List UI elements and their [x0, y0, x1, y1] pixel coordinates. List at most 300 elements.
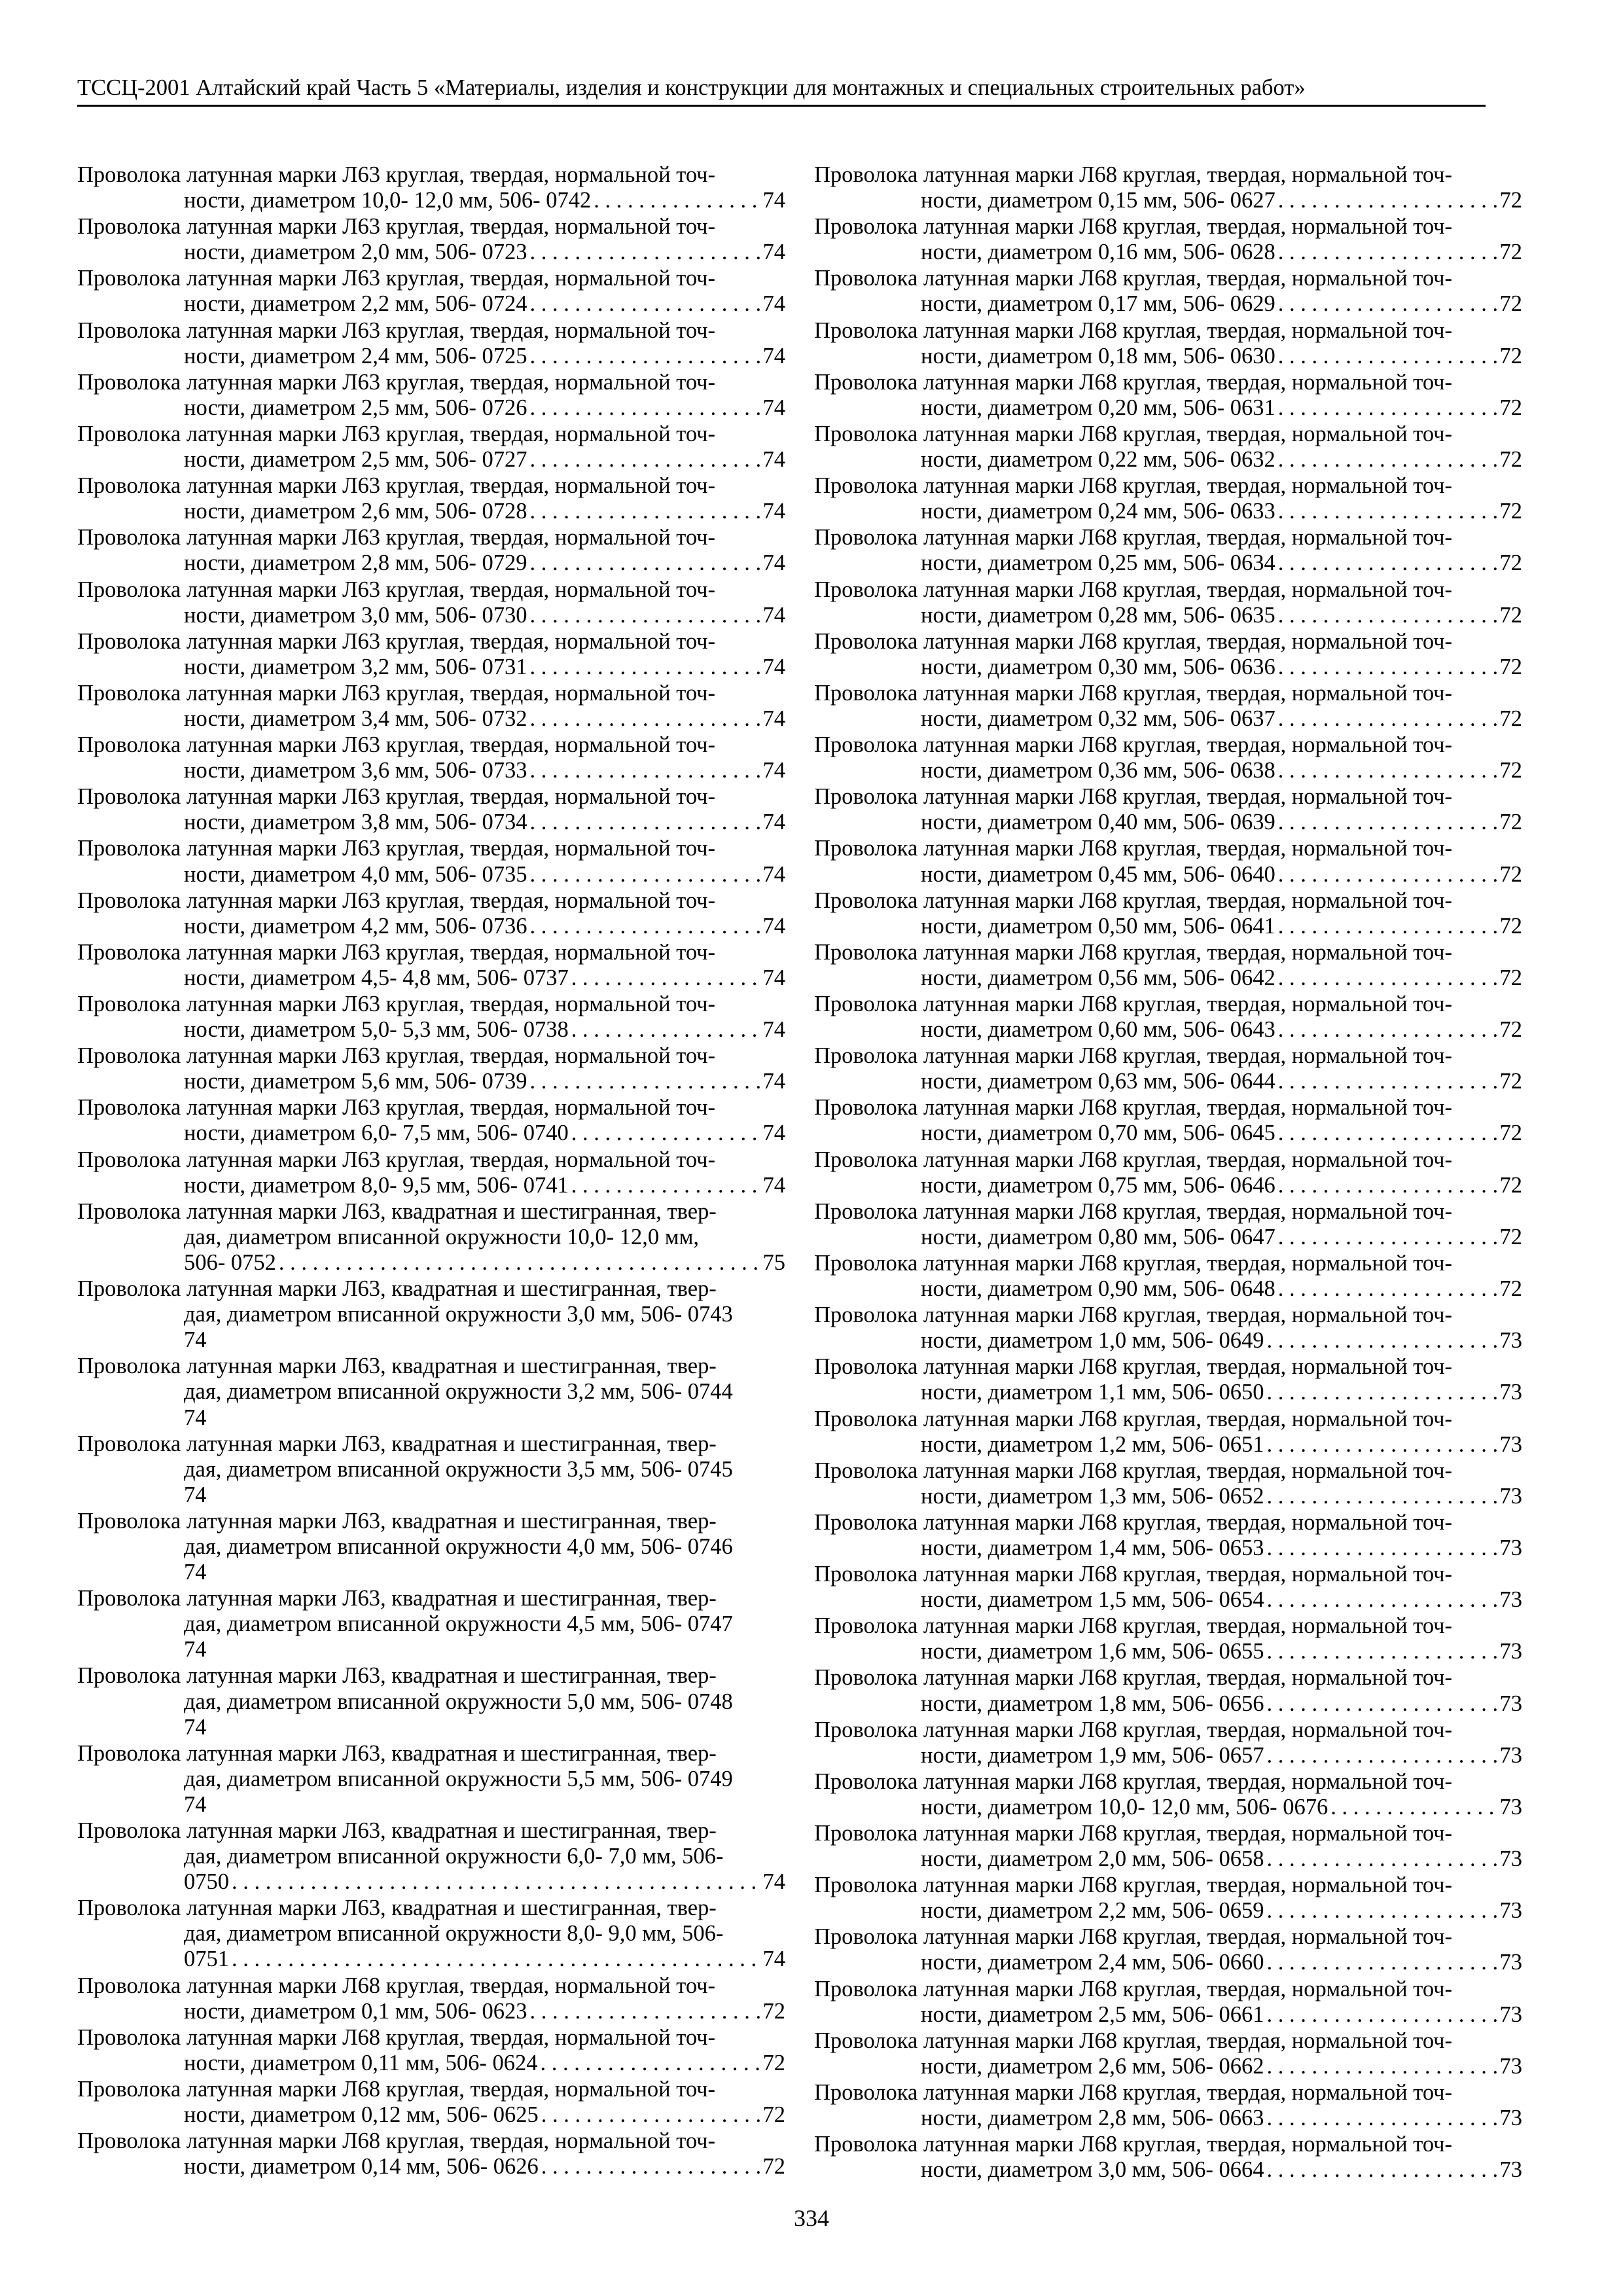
index-entry — [814, 1769, 1522, 1820]
entry-line-2 — [77, 1017, 785, 1043]
dot-leader — [1278, 447, 1497, 473]
index-entry — [814, 1665, 1522, 1716]
index-entry — [77, 1276, 785, 1353]
dot-leader — [1266, 1691, 1497, 1717]
entry-line-2 — [77, 810, 785, 835]
entry-page-ref: 74 — [762, 395, 785, 420]
index-entry — [814, 266, 1522, 317]
entry-page-ref: 72 — [1499, 1276, 1522, 1302]
entry-line-1: Проволока латунная марки Л63 круглая, твердая, нормальной точ- — [77, 732, 716, 758]
entry-page-ref: 74 — [762, 758, 785, 783]
entry-page-ref: 74 — [762, 1946, 785, 1972]
entry-line-2 — [77, 499, 785, 524]
index-entry — [814, 1562, 1522, 1613]
entry-line-1: Проволока латунная марки Л63, квадратная и шестигранная, твер- — [77, 1740, 717, 1766]
entry-text: 506- 0752 — [184, 1249, 276, 1275]
dot-leader — [1278, 1225, 1497, 1250]
entry-line-2: дая, диаметром вписанной окружности 8,0- 9,0 мм, 506- — [184, 1921, 724, 1946]
entry-page-ref: 74 — [762, 1017, 785, 1043]
dot-leader — [1266, 2106, 1497, 2131]
entry-line-1: Проволока латунная марки Л68 круглая, твердая, нормальной точ- — [814, 2132, 1453, 2157]
dot-leader — [232, 1946, 760, 1972]
entry-line-2 — [814, 1017, 1522, 1043]
dot-leader — [571, 1173, 760, 1198]
entry-line-1: Проволока латунная марки Л63, квадратная и шестигранная, твер- — [77, 1354, 717, 1379]
entry-line-1: Проволока латунная марки Л63 круглая, твердая, нормальной точ- — [77, 628, 716, 654]
entry-text: ности, диаметром 0,75 мм, 506- 0646 — [921, 1172, 1275, 1198]
entry-line-2: дая, диаметром вписанной окружности 5,0 мм, 506- 0748 — [184, 1689, 733, 1714]
entry-page-ref: 74 — [762, 1069, 785, 1094]
entry-page-ref: 72 — [1499, 861, 1522, 887]
index-entry — [77, 732, 785, 783]
entry-text: ности, диаметром 0,12 мм, 506- 0625 — [184, 2102, 539, 2128]
entry-text: ности, диаметром 0,56 мм, 506- 0642 — [921, 965, 1275, 990]
index-entry — [814, 1977, 1522, 2028]
index-entry — [814, 1199, 1522, 1250]
entry-line-1: Проволока латунная марки Л68 круглая, твердая, нормальной точ- — [814, 473, 1453, 499]
index-entry — [77, 1895, 785, 1972]
entry-line-1: Проволока латунная марки Л63 круглая, твердая, нормальной точ- — [77, 525, 716, 550]
index-entry — [814, 577, 1522, 628]
entry-line-1: Проволока латунная марки Л63 круглая, твердая, нормальной точ- — [77, 577, 716, 602]
dot-leader — [1278, 240, 1497, 265]
index-entry — [814, 1924, 1522, 1975]
entry-text: ности, диаметром 0,63 мм, 506- 0644 — [921, 1069, 1275, 1094]
entry-line-2: дая, диаметром вписанной окружности 3,2 мм, 506- 0744 — [184, 1379, 733, 1405]
entry-page-ref: 72 — [762, 2154, 785, 2179]
entry-line-1: Проволока латунная марки Л63 круглая, твердая, нормальной точ- — [77, 680, 716, 706]
index-entry — [77, 1741, 785, 1818]
dot-leader — [529, 499, 760, 524]
dot-leader — [1330, 1795, 1497, 1820]
entry-text: ности, диаметром 2,8 мм, 506- 0663 — [921, 2106, 1264, 2131]
entry-page-ref: 74 — [184, 1405, 207, 1430]
entry-text: ности, диаметром 0,32 мм, 506- 0637 — [921, 706, 1275, 731]
entry-line-2 — [814, 2002, 1522, 2028]
entry-line-3 — [77, 1405, 785, 1431]
index-entry — [814, 422, 1522, 473]
index-entry — [77, 1586, 785, 1662]
entry-line-2 — [77, 2102, 785, 2128]
dot-leader — [1266, 1846, 1497, 1872]
entry-page-ref: 74 — [762, 965, 785, 990]
dot-leader — [1266, 1380, 1497, 1405]
entry-page-ref: 73 — [1499, 2053, 1522, 2079]
entry-line-1: Проволока латунная марки Л63 круглая, твердая, нормальной точ- — [77, 784, 716, 810]
entry-line-2: дая, диаметром вписанной окружности 10,0- 12,0 мм, — [184, 1224, 700, 1249]
index-entry — [814, 836, 1522, 887]
entry-line-2 — [814, 1535, 1522, 1561]
entry-page-ref: 72 — [1499, 706, 1522, 731]
entry-page-ref: 74 — [184, 1482, 207, 1507]
index-entry — [77, 1199, 785, 1276]
entry-page-ref: 74 — [184, 1791, 207, 1817]
dot-leader — [232, 1869, 760, 1895]
index-entry — [814, 888, 1522, 939]
entry-text: ности, диаметром 1,2 мм, 506- 0651 — [921, 1431, 1264, 1457]
entry-line-1: Проволока латунная марки Л63, квадратная и шестигранная, твер- — [77, 1663, 717, 1689]
index-entry — [814, 992, 1522, 1043]
index-entry — [77, 2025, 785, 2076]
entry-text: ности, диаметром 1,8 мм, 506- 0656 — [921, 1691, 1264, 1716]
entry-line-1: Проволока латунная марки Л63 круглая, твердая, нормальной точ- — [77, 1095, 716, 1121]
index-entry — [814, 1717, 1522, 1768]
entry-line-1: Проволока латунная марки Л68 круглая, твердая, нормальной точ- — [814, 836, 1453, 861]
entry-line-1: Проволока латунная марки Л68 круглая, твердая, нормальной точ- — [814, 1354, 1453, 1380]
entry-line-1: Проволока латунная марки Л63 круглая, твердая, нормальной точ- — [77, 1043, 716, 1069]
entry-text: ности, диаметром 2,2 мм, 506- 0724 — [184, 291, 527, 317]
entry-page-ref: 74 — [184, 1560, 207, 1585]
entry-line-1: Проволока латунная марки Л63, квадратная и шестигранная, твер- — [77, 1895, 717, 1921]
entry-line-1: Проволока латунная марки Л68 круглая, твердая, нормальной точ- — [77, 1973, 716, 1998]
dot-leader — [1278, 188, 1497, 213]
entry-page-ref: 74 — [762, 499, 785, 524]
entry-line-3 — [77, 1637, 785, 1662]
entry-page-ref: 72 — [1499, 240, 1522, 265]
entry-line-1: Проволока латунная марки Л68 круглая, твердая, нормальной точ- — [77, 2128, 716, 2154]
entry-page-ref: 74 — [184, 1637, 207, 1662]
dot-leader — [1278, 499, 1497, 524]
entry-page-ref: 75 — [762, 1249, 785, 1275]
entry-text: ности, диаметром 0,16 мм, 506- 0628 — [921, 240, 1275, 265]
index-entry — [814, 370, 1522, 421]
index-entry — [77, 162, 785, 213]
dot-leader — [1278, 1276, 1497, 1302]
index-entry — [814, 1043, 1522, 1094]
index-entry — [814, 2080, 1522, 2131]
entry-line-1: Проволока латунная марки Л68 круглая, твердая, нормальной точ- — [814, 369, 1453, 395]
entry-text: ности, диаметром 4,2 мм, 506- 0736 — [184, 913, 527, 939]
dot-leader — [571, 1121, 760, 1146]
entry-line-1: Проволока латунная марки Л63 круглая, твердая, нормальной точ- — [77, 992, 716, 1016]
entry-page-ref: 72 — [1499, 291, 1522, 317]
entry-text: ности, диаметром 1,3 мм, 506- 0652 — [921, 1483, 1264, 1509]
entry-text: ности, диаметром 0,24 мм, 506- 0633 — [921, 499, 1275, 524]
dot-leader — [1266, 1898, 1497, 1924]
dot-leader — [1278, 291, 1497, 317]
entry-line-1: Проволока латунная марки Л63 круглая, твердая, нормальной точ- — [77, 317, 716, 343]
dot-leader — [540, 2051, 760, 2076]
entry-page-ref: 73 — [1499, 1483, 1522, 1509]
dot-leader — [529, 914, 760, 939]
entry-line-2 — [814, 2157, 1522, 2183]
entry-line-3 — [77, 1869, 785, 1895]
dot-leader — [1266, 1587, 1497, 1613]
dot-leader — [1278, 706, 1497, 732]
dot-leader — [1278, 965, 1497, 991]
index-entry — [814, 1302, 1522, 1354]
entry-text: ности, диаметром 0,15 мм, 506- 0627 — [921, 188, 1275, 213]
entry-line-2 — [77, 862, 785, 888]
entry-text: ности, диаметром 0,36 мм, 506- 0638 — [921, 758, 1275, 783]
entry-line-1: Проволока латунная марки Л63 круглая, твердая, нормальной точ- — [77, 1147, 716, 1172]
entry-line-2 — [77, 706, 785, 732]
index-entry — [77, 1354, 785, 1430]
index-entry — [77, 1509, 785, 1585]
entry-line-1: Проволока латунная марки Л63 круглая, твердая, нормальной точ- — [77, 266, 716, 291]
index-entry — [814, 1407, 1522, 1458]
page-number: 334 — [794, 2205, 829, 2231]
entry-text: 0750 — [184, 1869, 229, 1895]
entry-page-ref: 72 — [1499, 1121, 1522, 1146]
entry-line-2: дая, диаметром вписанной окружности 4,0 мм, 506- 0746 — [184, 1534, 733, 1559]
entry-line-1: Проволока латунная марки Л68 круглая, твердая, нормальной точ- — [814, 732, 1453, 758]
dot-leader — [529, 395, 760, 421]
entry-text: ности, диаметром 3,4 мм, 506- 0732 — [184, 706, 527, 731]
entry-line-1: Проволока латунная марки Л68 круглая, твердая, нормальной точ- — [814, 1198, 1453, 1224]
index-entry — [77, 1663, 785, 1740]
entry-line-1: Проволока латунная марки Л68 круглая, твердая, нормальной точ- — [814, 1821, 1453, 1846]
entry-line-3 — [77, 1250, 785, 1276]
entry-line-1: Проволока латунная марки Л63, квадратная и шестигранная, твер- — [77, 1586, 717, 1611]
entry-line-2 — [814, 2106, 1522, 2131]
entry-line-2 — [814, 550, 1522, 576]
index-entry — [77, 629, 785, 680]
entry-page-ref: 74 — [762, 1172, 785, 1198]
entry-line-1: Проволока латунная марки Л68 круглая, твердая, нормальной точ- — [814, 162, 1453, 187]
index-entry — [77, 577, 785, 628]
entry-line-2 — [814, 603, 1522, 628]
entry-line-2 — [814, 1484, 1522, 1509]
entry-page-ref: 73 — [1499, 1794, 1522, 1820]
entry-line-1: Проволока латунная марки Л63 круглая, твердая, нормальной точ- — [77, 421, 716, 446]
entry-page-ref: 74 — [762, 654, 785, 679]
index-entry — [814, 162, 1522, 213]
entry-line-2 — [77, 188, 785, 213]
entry-line-1: Проволока латунная марки Л63 круглая, твердая, нормальной точ- — [77, 214, 716, 240]
entry-line-2 — [77, 1999, 785, 2024]
index-entry — [814, 2028, 1522, 2079]
entry-page-ref: 74 — [762, 1121, 785, 1146]
index-entry — [814, 1510, 1522, 1561]
dot-leader — [1266, 2054, 1497, 2079]
entry-line-2 — [77, 603, 785, 628]
entry-page-ref: 74 — [184, 1714, 207, 1740]
entry-line-1: Проволока латунная марки Л68 круглая, твердая, нормальной точ- — [77, 2076, 716, 2102]
dot-leader — [1266, 1950, 1497, 1975]
index-entry — [77, 525, 785, 576]
entry-line-1: Проволока латунная марки Л63 круглая, твердая, нормальной точ- — [77, 836, 716, 861]
entry-page-ref: 72 — [762, 2102, 785, 2128]
entry-line-2 — [77, 1121, 785, 1146]
entry-text: ности, диаметром 0,45 мм, 506- 0640 — [921, 861, 1275, 887]
entry-page-ref: 74 — [762, 550, 785, 576]
dot-leader — [1278, 550, 1497, 576]
dot-leader — [1266, 1432, 1497, 1458]
entry-text: ности, диаметром 0,50 мм, 506- 0641 — [921, 913, 1275, 939]
index-entry — [814, 1251, 1522, 1302]
dot-leader — [1266, 1535, 1497, 1561]
entry-line-2 — [814, 188, 1522, 213]
index-entry — [77, 681, 785, 732]
entry-text: ности, диаметром 0,28 мм, 506- 0635 — [921, 602, 1275, 628]
entry-page-ref: 72 — [762, 1998, 785, 2024]
entry-page-ref: 72 — [1499, 1172, 1522, 1198]
entry-line-2 — [77, 240, 785, 265]
entry-line-2 — [814, 965, 1522, 991]
entry-page-ref: 72 — [1499, 395, 1522, 420]
dot-leader — [1278, 1017, 1497, 1043]
index-entry — [814, 1147, 1522, 1198]
entry-page-ref: 72 — [1499, 499, 1522, 524]
entry-line-2 — [814, 344, 1522, 369]
entry-page-ref: 72 — [1499, 913, 1522, 939]
entry-page-ref: 74 — [762, 291, 785, 317]
entry-page-ref: 72 — [1499, 654, 1522, 679]
entry-line-1: Проволока латунная марки Л68 круглая, твердая, нормальной точ- — [814, 784, 1453, 810]
entry-page-ref: 73 — [1499, 1431, 1522, 1457]
entry-line-2 — [77, 758, 785, 783]
entry-text: ности, диаметром 2,0 мм, 506- 0658 — [921, 1846, 1264, 1872]
entry-text: ности, диаметром 2,5 мм, 506- 0726 — [184, 395, 527, 420]
entry-page-ref: 72 — [1499, 1224, 1522, 1249]
entry-page-ref: 73 — [1499, 1898, 1522, 1924]
entry-line-1: Проволока латунная марки Л68 круглая, твердая, нормальной точ- — [814, 680, 1453, 706]
entry-text: ности, диаметром 10,0- 12,0 мм, 506- 0742 — [184, 188, 592, 213]
entry-line-1: Проволока латунная марки Л63, квадратная и шестигранная, твер- — [77, 1276, 717, 1302]
entry-line-3 — [77, 1327, 785, 1353]
dot-leader — [1278, 1173, 1497, 1198]
entry-line-2 — [814, 862, 1522, 888]
entry-text: ности, диаметром 0,25 мм, 506- 0634 — [921, 550, 1275, 576]
entry-line-2 — [814, 1069, 1522, 1094]
entry-text: ности, диаметром 1,4 мм, 506- 0653 — [921, 1535, 1264, 1560]
dot-leader — [279, 1250, 760, 1276]
entry-line-1: Проволока латунная марки Л68 круглая, твердая, нормальной точ- — [814, 888, 1453, 913]
index-entry — [814, 732, 1522, 783]
entry-line-1: Проволока латунная марки Л68 круглая, твердая, нормальной точ- — [814, 2079, 1453, 2105]
entry-text: ности, диаметром 2,6 мм, 506- 0728 — [184, 499, 527, 524]
entry-text: ности, диаметром 2,5 мм, 506- 0661 — [921, 2001, 1264, 2027]
index-entry — [77, 370, 785, 421]
dot-leader — [529, 810, 760, 835]
entry-page-ref: 73 — [1499, 1380, 1522, 1405]
index-entry — [77, 214, 785, 265]
entry-text: ности, диаметром 0,60 мм, 506- 0643 — [921, 1017, 1275, 1043]
entry-text: ности, диаметром 0,22 мм, 506- 0632 — [921, 447, 1275, 473]
dot-leader — [1266, 1743, 1497, 1768]
entry-page-ref: 72 — [1499, 965, 1522, 990]
entry-text: ности, диаметром 4,0 мм, 506- 0735 — [184, 861, 527, 887]
index-entry — [77, 1431, 785, 1508]
index-entry — [814, 525, 1522, 576]
entry-page-ref: 74 — [762, 447, 785, 473]
entry-page-ref: 73 — [1499, 2106, 1522, 2131]
dot-leader — [1278, 1121, 1497, 1146]
entry-text: ности, диаметром 0,70 мм, 506- 0645 — [921, 1121, 1275, 1146]
entry-line-1: Проволока латунная марки Л68 круглая, твердая, нормальной точ- — [814, 1613, 1453, 1639]
dot-leader — [1278, 1069, 1497, 1094]
entry-line-2 — [814, 240, 1522, 265]
index-entry — [814, 214, 1522, 265]
entry-line-1: Проволока латунная марки Л68 круглая, твердая, нормальной точ- — [814, 1509, 1453, 1535]
entry-line-1: Проволока латунная марки Л68 круглая, твердая, нормальной точ- — [814, 992, 1453, 1016]
entry-line-2 — [814, 810, 1522, 835]
dot-leader — [1266, 2157, 1497, 2183]
entry-line-3 — [77, 1792, 785, 1818]
index-entry — [814, 629, 1522, 680]
entry-text: ности, диаметром 8,0- 9,5 мм, 506- 0741 — [184, 1172, 569, 1198]
entry-line-2: дая, диаметром вписанной окружности 3,5 мм, 506- 0745 — [184, 1456, 733, 1482]
entry-line-1: Проволока латунная марки Л68 круглая, твердая, нормальной точ- — [814, 1562, 1453, 1587]
entry-line-1: Проволока латунная марки Л68 круглая, твердая, нормальной точ- — [814, 1250, 1453, 1276]
entry-line-2 — [814, 1432, 1522, 1458]
dot-leader — [529, 550, 760, 576]
dot-leader — [1266, 1328, 1497, 1354]
entry-text: ности, диаметром 0,40 мм, 506- 0639 — [921, 810, 1275, 835]
dot-leader — [1266, 1639, 1497, 1664]
index-entry — [814, 940, 1522, 991]
entry-page-ref: 72 — [1499, 1017, 1522, 1043]
entry-text: ности, диаметром 0,90 мм, 506- 0648 — [921, 1276, 1275, 1302]
entry-line-2 — [814, 447, 1522, 473]
index-entry — [77, 1818, 785, 1895]
entry-line-2: дая, диаметром вписанной окружности 4,5 мм, 506- 0747 — [184, 1611, 733, 1637]
index-entry — [814, 473, 1522, 524]
entry-page-ref: 74 — [762, 861, 785, 887]
entry-line-2 — [814, 1691, 1522, 1717]
entry-line-2 — [77, 655, 785, 680]
entry-line-1: Проволока латунная марки Л68 круглая, твердая, нормальной точ- — [814, 1717, 1453, 1742]
entry-line-2 — [814, 1173, 1522, 1198]
entry-line-1: Проволока латунная марки Л68 круглая, твердая, нормальной точ- — [77, 2024, 716, 2050]
entry-line-1: Проволока латунная марки Л68 круглая, твердая, нормальной точ- — [814, 1147, 1453, 1172]
entry-page-ref: 72 — [762, 2050, 785, 2075]
dot-leader — [1278, 862, 1497, 888]
entry-text: ности, диаметром 1,6 мм, 506- 0655 — [921, 1639, 1264, 1664]
entry-text: ности, диаметром 0,20 мм, 506- 0631 — [921, 395, 1275, 420]
entry-line-2 — [77, 2051, 785, 2076]
entry-line-2 — [77, 965, 785, 991]
entry-text: ности, диаметром 1,1 мм, 506- 0650 — [921, 1380, 1264, 1405]
index-entry — [77, 318, 785, 369]
entry-page-ref: 74 — [762, 240, 785, 265]
entry-page-ref: 72 — [1499, 188, 1522, 213]
entry-text: ности, диаметром 4,5- 4,8 мм, 506- 0737 — [184, 965, 569, 990]
entry-line-1: Проволока латунная марки Л63 круглая, твердая, нормальной точ- — [77, 473, 716, 499]
entry-text: ности, диаметром 2,8 мм, 506- 0729 — [184, 550, 527, 576]
dot-leader — [1278, 395, 1497, 421]
entry-page-ref: 74 — [762, 810, 785, 835]
index-entry — [77, 473, 785, 524]
entry-line-2 — [814, 706, 1522, 732]
dot-leader — [1266, 2002, 1497, 2028]
index-entry — [77, 2077, 785, 2128]
entry-text: ности, диаметром 5,0- 5,3 мм, 506- 0738 — [184, 1017, 569, 1043]
entry-page-ref: 74 — [762, 1869, 785, 1895]
entry-page-ref: 73 — [1499, 2001, 1522, 2027]
entry-text: ности, диаметром 0,1 мм, 506- 0623 — [184, 1998, 527, 2024]
entry-line-1: Проволока латунная марки Л68 круглая, твердая, нормальной точ- — [814, 2028, 1453, 2053]
entry-line-2: дая, диаметром вписанной окружности 5,5 мм, 506- 0749 — [184, 1766, 733, 1791]
entry-page-ref: 72 — [1499, 810, 1522, 835]
entry-line-2 — [814, 1328, 1522, 1354]
dot-leader — [571, 965, 760, 991]
entry-page-ref: 72 — [1499, 550, 1522, 576]
entry-line-1: Проволока латунная марки Л63, квадратная и шестигранная, твер- — [77, 1431, 717, 1456]
entry-line-2 — [814, 499, 1522, 524]
entry-line-2 — [814, 1950, 1522, 1975]
entry-text: ности, диаметром 0,18 мм, 506- 0630 — [921, 343, 1275, 368]
entry-line-2 — [814, 1639, 1522, 1664]
entry-text: 0751 — [184, 1946, 229, 1972]
entry-line-2: дая, диаметром вписанной окружности 6,0- 7,0 мм, 506- — [184, 1844, 724, 1869]
entry-page-ref: 72 — [1499, 1069, 1522, 1094]
index-entry — [77, 1973, 785, 2024]
entry-line-1: Проволока латунная марки Л63, квадратная и шестигранная, твер- — [77, 1198, 717, 1224]
entry-text: ности, диаметром 2,5 мм, 506- 0727 — [184, 447, 527, 473]
entry-line-2 — [77, 291, 785, 317]
